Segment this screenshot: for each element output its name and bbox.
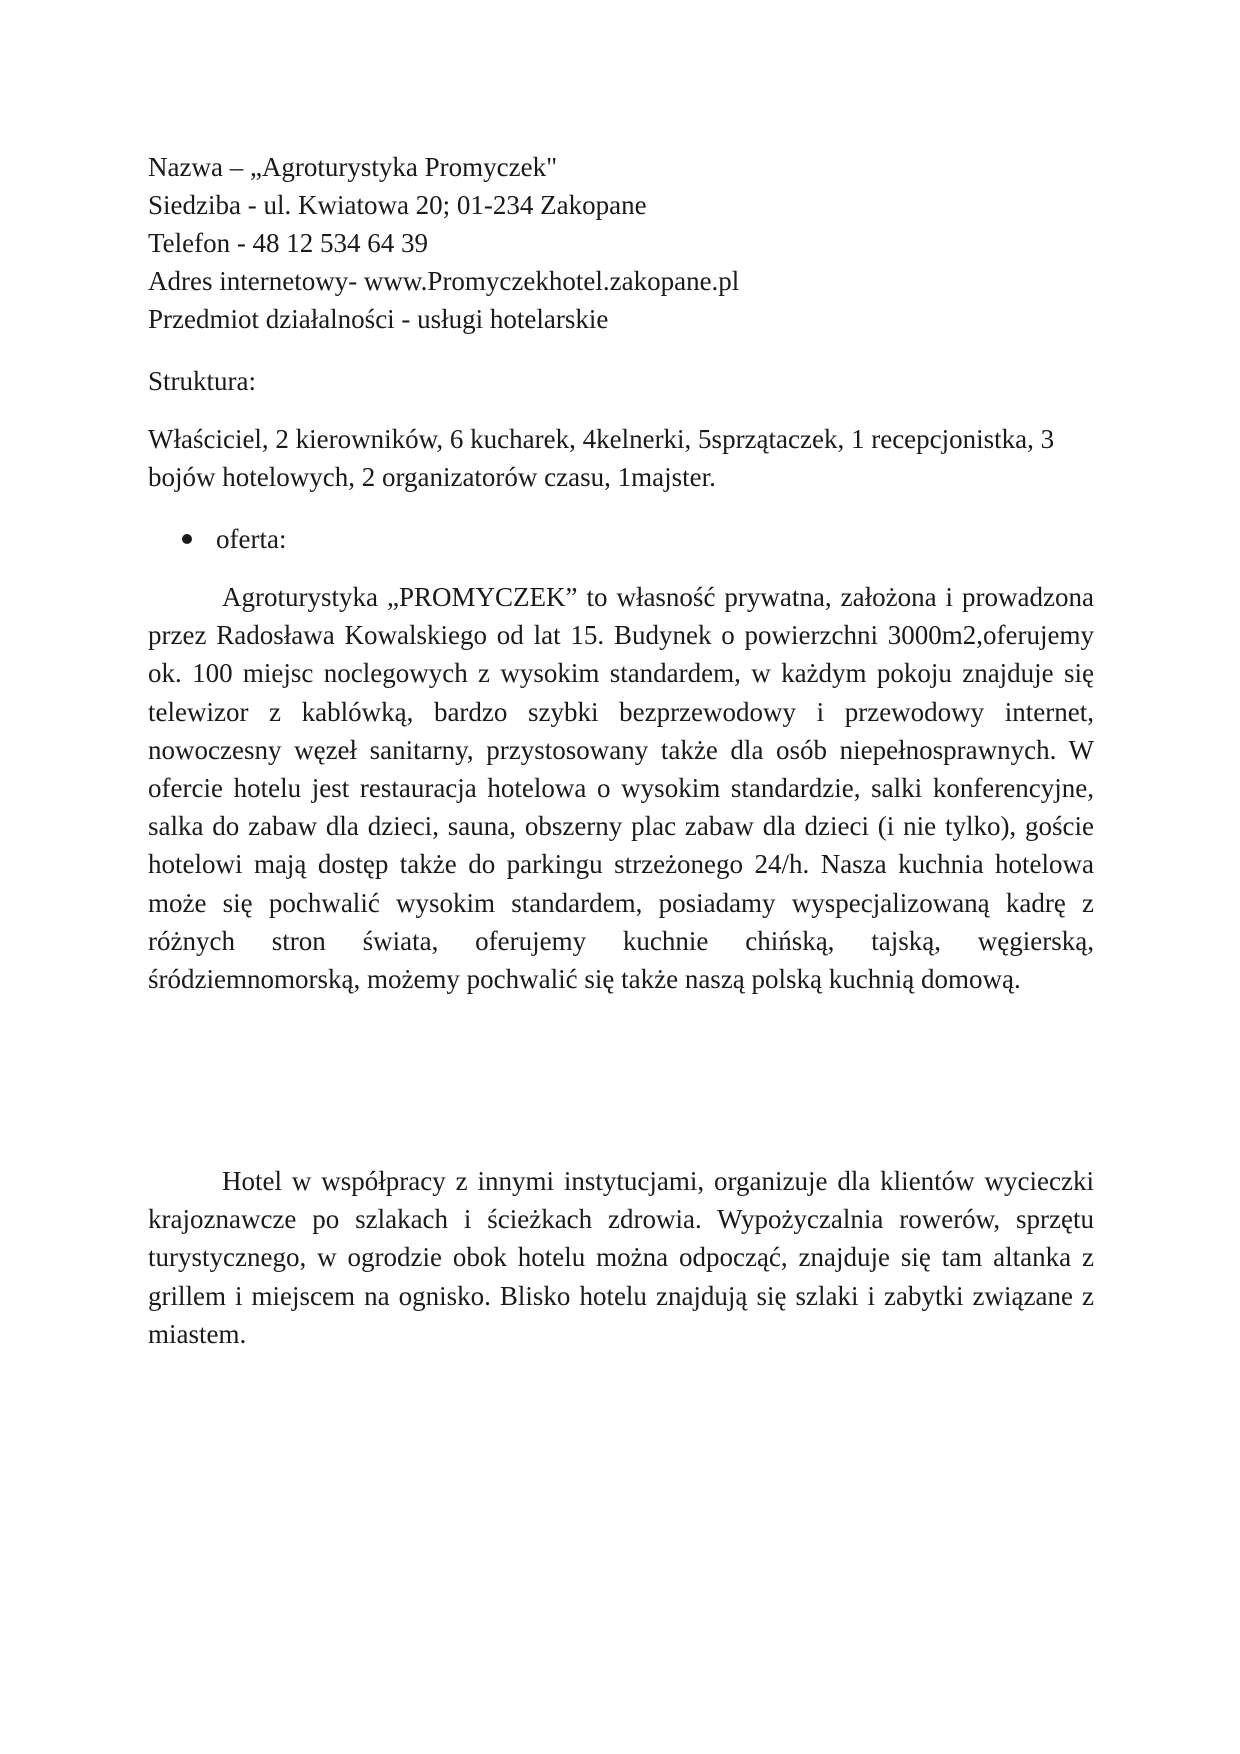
offer-bullet xyxy=(182,520,286,558)
company-name: Nazwa – „Agroturystyka Promyczek" xyxy=(148,152,558,182)
company-activity: Przedmiot działalności - usługi hotelarskie xyxy=(148,304,609,334)
offer-paragraph-2: Hotel w współpracy z innymi instytucjami, organizuje dla klientów wycieczki krajoznawcze po szlakach i ścieżkach zdrowia. Wypożyczalnia rowerów, sprzętu turystycznego, w ogrodzie obok hotelu można odpocząć, znajduje się tam altanka z grillem i miejscem na ognisko. Blisko hotelu znajdują się szlaki i zabytki związane z miastem. xyxy=(148,1166,1094,1349)
bullet-icon xyxy=(182,534,192,544)
structure-heading: Struktura: xyxy=(148,366,256,396)
company-info xyxy=(148,148,1108,338)
company-phone: Telefon - 48 12 534 64 39 xyxy=(148,228,429,258)
company-seat: Siedziba - ul. Kwiatowa 20; 01-234 Zakopane xyxy=(148,190,647,220)
offer-paragraph-1: Agroturystyka „PROMYCZEK” to własność prywatna, założona i prowadzona przez Radosława Kowalskiego od lat 15. Budynek o powierzchni 3000m2,oferujemy ok. 100 miejsc noclegowych z wysokim standardem, w każdym pokoju znajduje się telewizor z kablówką, bardzo szybki bezprzewodowy i przewodowy internet, nowoczesny węzeł sanitarny, przystosowany także dla osób niepełnosprawnych. W ofercie hotelu jest restauracja hotelowa o wysokim standardzie, salki konferencyjne, salka do zabaw dla dzieci, sauna, obszerny plac zabaw dla dzieci (i nie tylko), goście hotelowi mają dostęp także do parkingu strzeżonego 24/h. Nasza kuchnia hotelowa może się pochwalić wysokim standardem, posiadamy wyspecjalizowaną kadrę z różnych stron świata, oferujemy kuchnie chińską, tajską, węgierską, śródziemnomorską, możemy pochwalić się także naszą polską kuchnią domową. xyxy=(148,582,1094,995)
structure-text: Właściciel, 2 kierowników, 6 kucharek, 4kelnerki, 5sprzątaczek, 1 recepcjonistka, 3 bojów hotelowych, 2 organizatorów czasu, 1majster. xyxy=(148,424,1055,492)
company-website: Adres internetowy- www.Promyczekhotel.zakopane.pl xyxy=(148,266,740,296)
offer-label: oferta: xyxy=(216,524,287,554)
